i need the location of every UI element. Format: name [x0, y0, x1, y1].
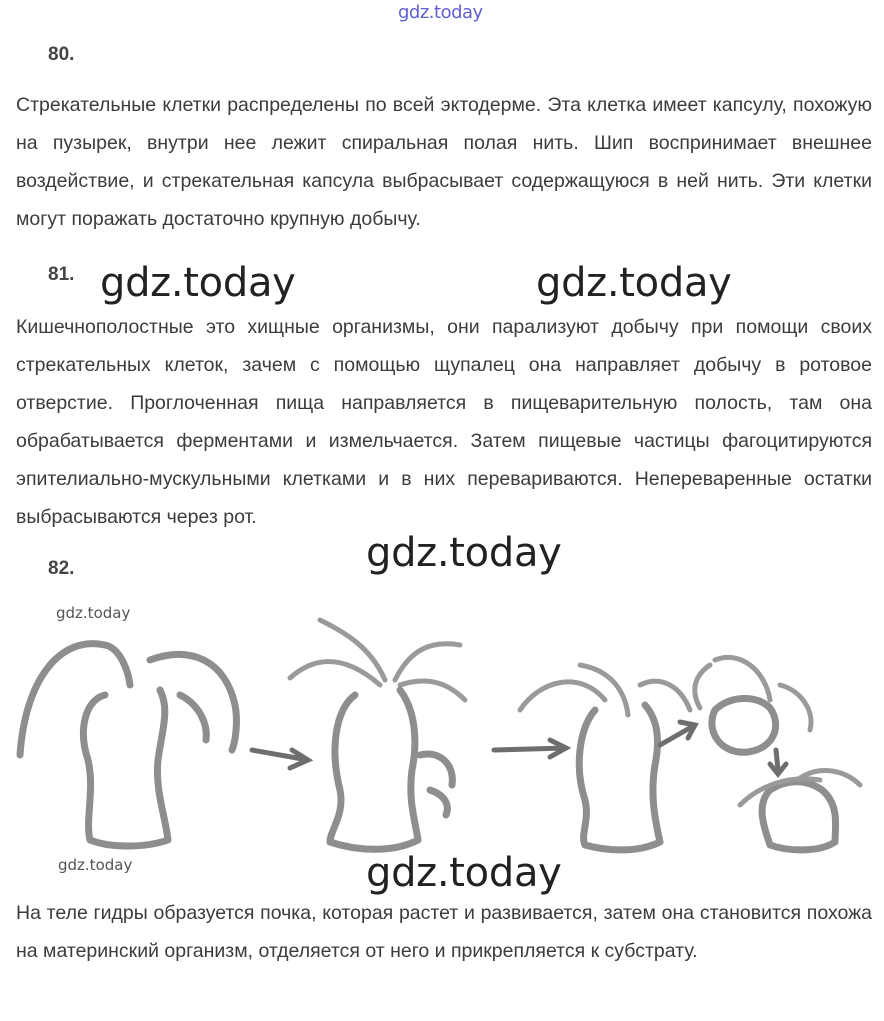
arrow-2	[494, 740, 566, 757]
hydra-stage-3	[520, 665, 695, 850]
watermark-1: gdz.today	[100, 260, 296, 306]
hydra-budding-drawing-icon	[0, 590, 884, 880]
arrow-1	[252, 750, 308, 768]
section-number-80: 80.	[48, 44, 75, 65]
watermark-small-1: gdz.today	[56, 604, 131, 622]
hydra-stage-1	[20, 644, 236, 846]
section-text-82: На теле гидры образуется почка, которая растет и развивается, затем она становится похожа на материнский организм, отделяется от него и прикрепляется к субстрату.	[16, 902, 872, 962]
header-watermark: gdz.today	[398, 2, 483, 23]
section-number-81: 81.	[48, 264, 75, 285]
watermark-2: gdz.today	[536, 260, 732, 306]
watermark-small-2: gdz.today	[58, 856, 133, 874]
section-number-82: 82.	[48, 558, 75, 579]
section-text-80: Стрекательные клетки распределены по всей эктодерме. Эта клетка имеет капсулу, похожую на пузырек, внутри нее лежит спиральная полая нить. Шип воспринимает внешнее воздействие, и стрекательная капсула выбрасывает содержащуюся в ней нить. Эти клетки могут поражать достаточно крупную добычу.	[16, 94, 872, 230]
hydra-stage-4	[695, 657, 860, 850]
watermark-4: gdz.today	[366, 850, 562, 896]
hydra-stage-2	[290, 620, 465, 849]
section-text-81: Кишечнополостные это хищные организмы, они парализуют добычу при помощи своих стрекательных клеток, зачем с помощью щупалец она направляет добычу в ротовое отверстие. Проглоченная пища направляется в пищеварительную полость, там она обрабатывается ферментами и измельчается. Затем пищевые частицы фагоцитируются эпителиально-мускульными клетками и в них перевариваются. Непереваренные остатки выбрасываются через рот.	[16, 316, 872, 528]
watermark-3: gdz.today	[366, 530, 562, 576]
